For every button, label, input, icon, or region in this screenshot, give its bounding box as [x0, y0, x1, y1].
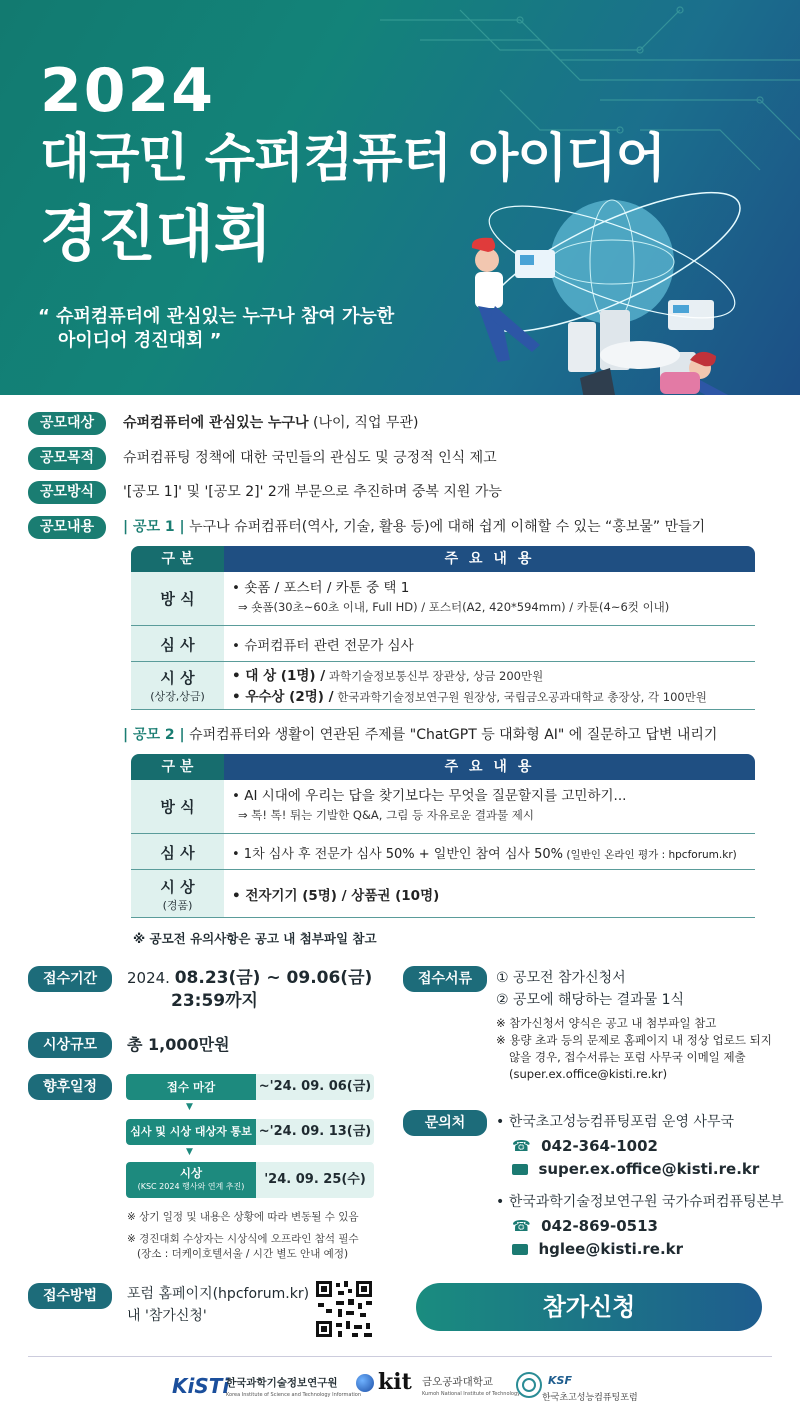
label-purpose: 공모목적 — [28, 447, 106, 470]
hero-title-line1: 대국민 슈퍼컴퓨터 아이디어 — [40, 129, 665, 189]
kit-emblem-icon — [356, 1374, 374, 1392]
notice-note: ※ 공모전 유의사항은 공고 내 첨부파일 참고 — [133, 931, 377, 946]
kit-logo: kit — [378, 1369, 412, 1395]
label-contact: 문의처 — [403, 1110, 487, 1136]
phone-icon: ☎ — [512, 1217, 531, 1235]
table1-head-category: 구 분 — [131, 546, 224, 572]
kisti-logo: KiSTi — [172, 1374, 230, 1398]
table2-head-category: 구 분 — [131, 754, 224, 780]
hero-title-line2: 경진대회 — [40, 200, 272, 270]
table2-row-award-content: • 전자기기 (5명) / 상품권 (10명) — [224, 870, 755, 918]
table1-head-content: 주 요 내 용 — [224, 546, 755, 572]
schedule-note1: ※ 상기 일정 및 내용은 상황에 따라 변동될 수 있음 — [127, 1211, 359, 1223]
contact-email1[interactable]: super.ex.office@kisti.re.kr — [512, 1159, 759, 1179]
label-schedule: 향후일정 — [28, 1074, 112, 1100]
footer-divider — [28, 1356, 772, 1357]
table2-head-content: 주 요 내 용 — [224, 754, 755, 780]
contest2-heading: | 공모 2 | 슈퍼컴퓨터와 생활이 연관된 주제를 "ChatGPT 등 대화형 AI" 에 질문하고 답변 내리기 — [123, 727, 718, 743]
table2-row-judge-label: 심 사 — [131, 834, 224, 870]
label-method: 공모방식 — [28, 481, 106, 504]
table1-row-award-label: 시 상 (상장,상금) — [131, 662, 224, 710]
label-target: 공모대상 — [28, 412, 106, 435]
ksf-name: 한국초고성능컴퓨팅포럼 — [542, 1393, 638, 1403]
documents-notes: ※ 참가신청서 양식은 공고 내 첨부파일 참고 ※ 용량 초과 등의 문제로 홈페이지 내 정상 업로드 되지 않을 경우, 접수서류는 포럼 사무국 이메일 제출 (super.ex.office@kisti.re.kr) — [496, 1016, 772, 1081]
table1-row-method-content: • 숏폼 / 포스터 / 카툰 중 택 1 ⇒ 숏폼(30초~60초 이내, Full HD) / 포스터(A2, 420*594mm) / 카툰(4~6컷 이내) — [224, 572, 755, 626]
table2-row-method-content: • AI 시대에 우리는 답을 찾기보다는 무엇을 질문할지를 고민하기... ⇒ 톡! 톡! 튀는 기발한 Q&A, 그림 등 자유로운 결과물 제시 — [224, 780, 755, 834]
apply-method-text: 포럼 홈페이지(hpcforum.kr) 내 '참가신청' — [127, 1286, 310, 1324]
info-target-text: 슈퍼컴퓨터에 관심있는 누구나 (나이, 직업 무관) — [123, 415, 419, 431]
contact-phone1: ☎ 042-364-1002 — [512, 1137, 658, 1155]
phone-icon: ☎ — [512, 1137, 531, 1155]
schedule-step1-date: ~'24. 09. 06(금) — [256, 1074, 374, 1100]
contact-email2[interactable]: hglee@kisti.re.kr — [512, 1239, 683, 1259]
table2-row-award-label: 시 상 (경품) — [131, 870, 224, 918]
schedule-step2-name: 심사 및 시상 대상자 통보 — [126, 1119, 256, 1145]
hero-year: 2024 — [40, 56, 215, 126]
table1-row-judge-label: 심 사 — [131, 626, 224, 662]
contact-phone2: ☎ 042-869-0513 — [512, 1217, 658, 1235]
arrow-down-icon: ▼ — [186, 1147, 193, 1157]
schedule-step2-date: ~'24. 09. 13(금) — [256, 1119, 374, 1145]
label-apply-method: 접수방법 — [28, 1283, 112, 1309]
hero-quote-line2: 아이디어 경진대회 ” — [58, 330, 222, 351]
kit-name: 금오공과대학교 Kumoh National Institute of Technology — [422, 1376, 521, 1397]
schedule-step1-name: 접수 마감 — [126, 1074, 256, 1100]
hero-quote-line1: “ 슈퍼컴퓨터에 관심있는 누구나 참여 가능한 — [38, 306, 395, 327]
mail-icon — [512, 1164, 528, 1175]
info-purpose-text: 슈퍼컴퓨팅 정책에 대한 국민들의 관심도 및 긍정적 인식 제고 — [123, 450, 497, 466]
table2-row-method-label: 방 식 — [131, 780, 224, 834]
ksf-emblem-icon — [514, 1370, 544, 1400]
documents-list: ① 공모전 참가신청서 ② 공모에 해당하는 결과물 1식 — [496, 970, 685, 1008]
label-content: 공모내용 — [28, 516, 106, 539]
apply-button[interactable]: 참가신청 — [416, 1283, 762, 1331]
table1-row-method-label: 방 식 — [131, 572, 224, 626]
table1-row-award-content: • 대 상 (1명) / 과학기술정보통신부 장관상, 상금 200만원 • 우수상 (2명) / 한국과학기술정보연구원 원장상, 국립금오공과대학교 총장상, 각 100만원 — [224, 662, 755, 710]
prize-text: 총 1,000만원 — [127, 1035, 230, 1054]
contest1-heading: | 공모 1 | 누구나 슈퍼컴퓨터(역사, 기술, 활용 등)에 대해 쉽게 이해할 수 있는 “홍보물” 만들기 — [123, 519, 706, 535]
arrow-down-icon: ▼ — [186, 1102, 193, 1112]
schedule-note2: ※ 경진대회 수상자는 시상식에 오프라인 참석 필수 (장소 : 더케이호텔서울 / 시간 별도 안내 예정) — [127, 1233, 359, 1260]
info-method-text: '[공모 1]' 및 '[공모 2]' 2개 부문으로 추진하며 중복 지원 가능 — [123, 484, 502, 500]
label-period: 접수기간 — [28, 966, 112, 992]
schedule-step3-date: '24. 09. 25(수) — [256, 1162, 374, 1198]
table2-row-judge-content: • 1차 심사 후 전문가 심사 50% + 일반인 참여 심사 50% (일반인 온라인 평가 : hpcforum.kr) — [224, 834, 755, 870]
label-documents: 접수서류 — [403, 966, 487, 992]
schedule-step3-name: 시상 (KSC 2024 행사와 연계 추진) — [126, 1162, 256, 1198]
mail-icon — [512, 1244, 528, 1255]
period-time: 23:59까지 — [171, 991, 258, 1011]
contact-org2: • 한국과학기술정보연구원 국가슈퍼컴퓨팅본부 — [496, 1194, 784, 1210]
period-text: 2024. 08.23(금) ~ 09.06(금) — [127, 968, 373, 988]
table1-row-judge-content: • 슈퍼컴퓨터 관련 전문가 심사 — [224, 626, 755, 662]
contact-org1: • 한국초고성능컴퓨팅포럼 운영 사무국 — [496, 1114, 734, 1130]
hero-banner — [0, 0, 800, 395]
label-prize: 시상규모 — [28, 1032, 112, 1058]
kisti-name: 한국과학기술정보연구원 Korea Institute of Science and Technology Information — [226, 1377, 362, 1398]
qr-code-icon[interactable] — [314, 1279, 374, 1339]
ksf-logo: KSF — [548, 1374, 572, 1387]
